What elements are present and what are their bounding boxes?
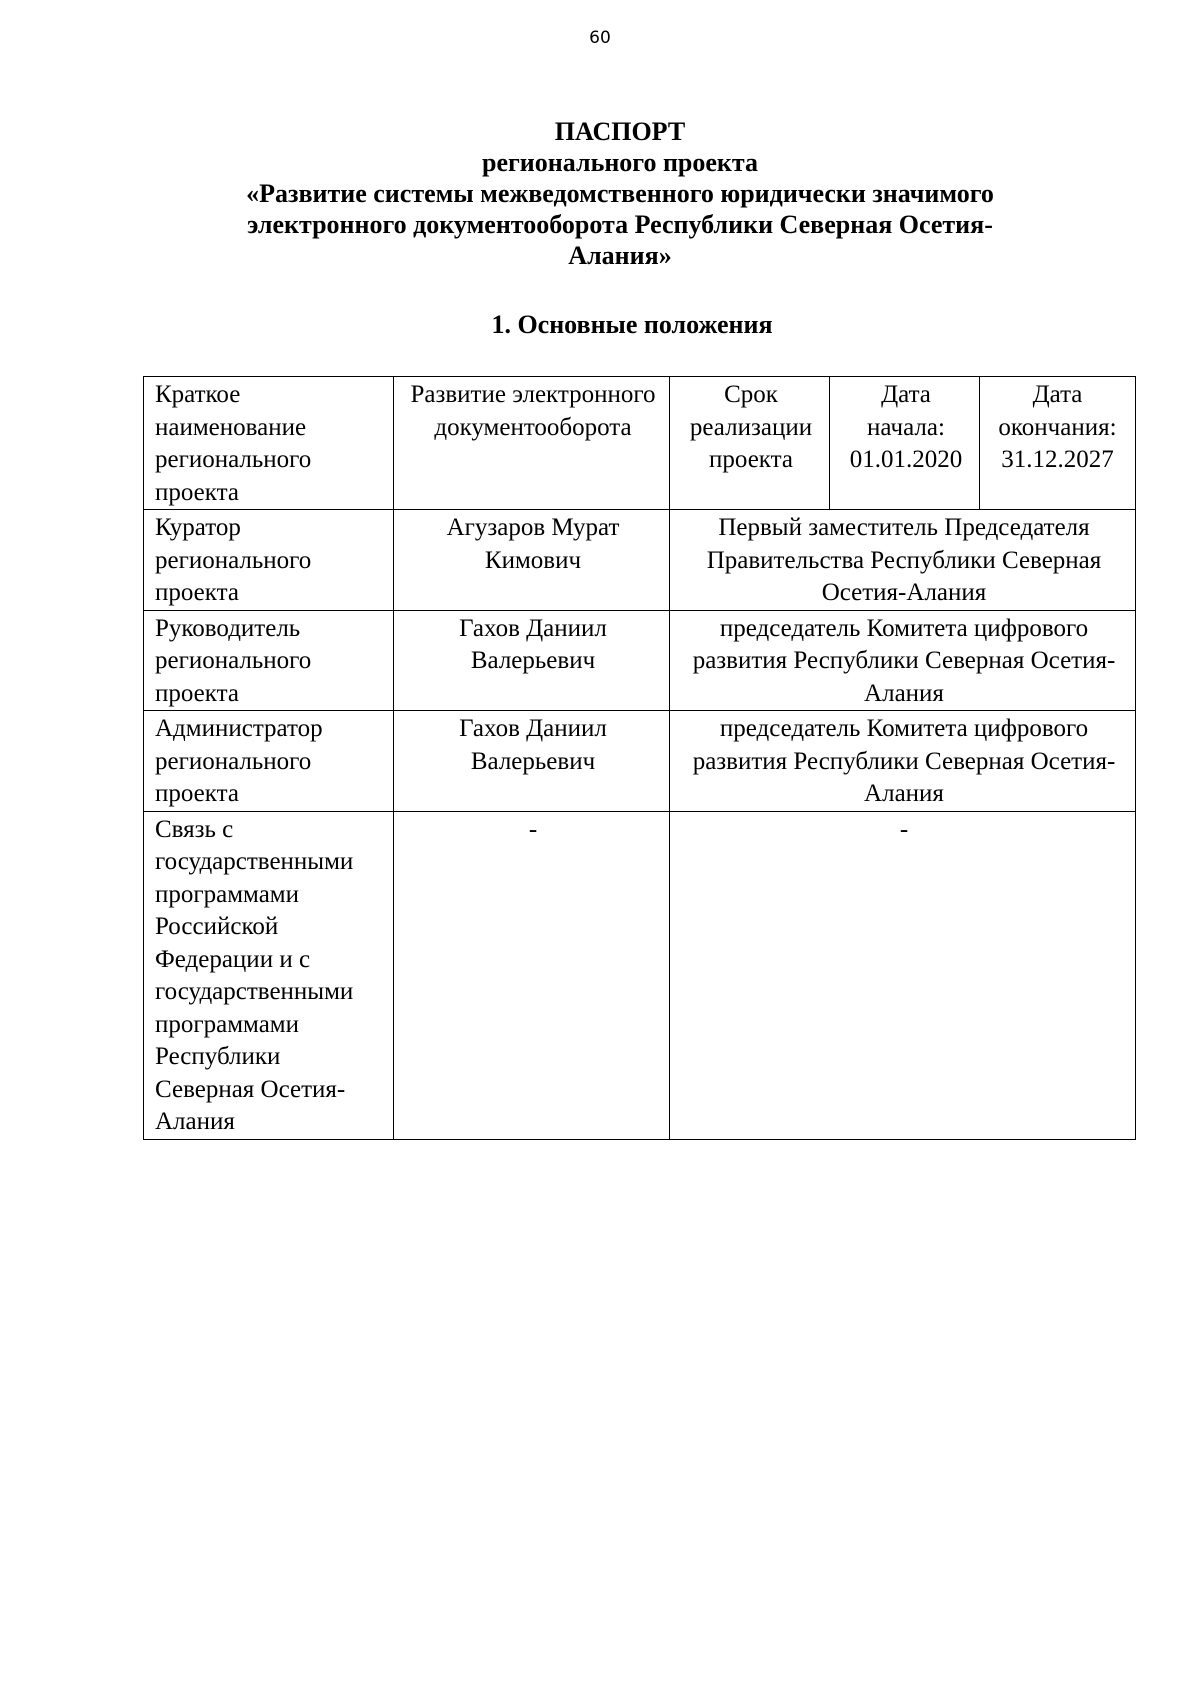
- row-label: Администратор регионального проекта: [144, 711, 394, 812]
- title-line-2: регионального проекта: [481, 148, 759, 177]
- page-number: 60: [589, 28, 611, 48]
- project-short-name: Развитие электронного документооборота: [394, 377, 670, 510]
- title-line-3: «Развитие системы межведомственного юридически значимого: [246, 179, 994, 208]
- title-line-5: Алания»: [568, 241, 672, 270]
- title-line-1: ПАСПОРТ: [554, 117, 686, 146]
- table-row: [144, 377, 1136, 510]
- row-label: Связь с государственными программами Российской Федерации и с государственными программами Республики Северная Осетия-Алания: [144, 811, 394, 1139]
- table-row: [144, 711, 1136, 812]
- administrator-name: Гахов Даниил Валерьевич: [394, 711, 670, 812]
- administrator-position: председатель Комитета цифрового развития Республики Северная Осетия-Алания: [670, 711, 1136, 812]
- table-row: [144, 610, 1136, 711]
- passport-table: [143, 376, 1136, 1140]
- curator-name: Агузаров Мурат Кимович: [394, 510, 670, 611]
- document-title: [180, 116, 1060, 271]
- state-programs-region: -: [670, 811, 1136, 1139]
- table-row: [144, 811, 1136, 1139]
- curator-position: Первый заместитель Председателя Правительства Республики Северная Осетия-Алания: [670, 510, 1136, 611]
- table-row: [144, 510, 1136, 611]
- title-line-4: электронного документооборота Республики Северная Осетия-: [247, 210, 993, 239]
- row-label: Руководитель регионального проекта: [144, 610, 394, 711]
- head-name: Гахов Даниил Валерьевич: [394, 610, 670, 711]
- head-position: председатель Комитета цифрового развития Республики Северная Осетия-Алания: [670, 610, 1136, 711]
- end-date: Дата окончания: 31.12.2027: [980, 377, 1136, 510]
- section-title: 1. Основные положения: [491, 310, 773, 339]
- state-programs-rf: -: [394, 811, 670, 1139]
- start-date: Дата начала: 01.01.2020: [830, 377, 980, 510]
- row-label: Куратор регионального проекта: [144, 510, 394, 611]
- term-label: Срок реализации проекта: [670, 377, 830, 510]
- row-label: Краткое наименование регионального проекта: [144, 377, 394, 510]
